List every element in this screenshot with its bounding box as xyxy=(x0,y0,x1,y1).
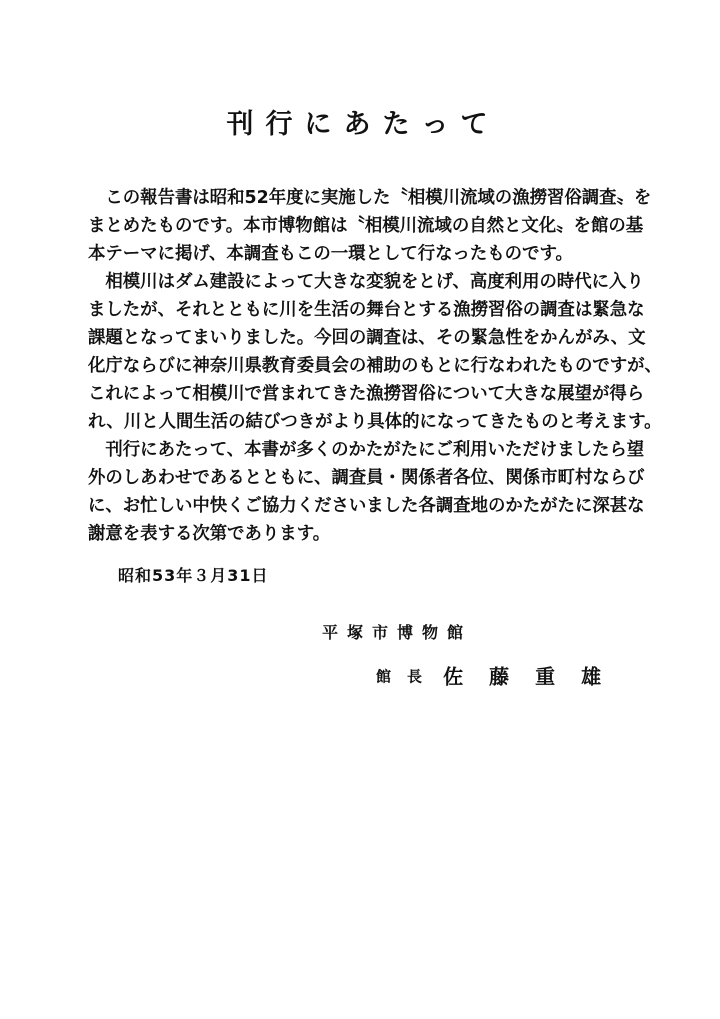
body-line: 刊行にあたって、本書が多くのかたがたにご利用いただけましたら望 xyxy=(88,440,645,460)
signer-role: 館長 xyxy=(376,667,439,686)
body-line: に、お忙しい中快くご協力くださいました各調査地のかたがたに深甚な xyxy=(88,496,645,516)
page-title: 刊行にあたって xyxy=(226,109,500,140)
body-line: 本テーマに掲げ、本調査もこの一環として行なったものです。 xyxy=(88,244,573,264)
body-line: 外のしあわせであるとともに、調査員・関係者各位、関係市町村ならび xyxy=(88,468,645,488)
body-line: まとめたものです。本市博物館は〝相模川流域の自然と文化〟を館の基 xyxy=(88,216,644,236)
body-line: 謝意を表する次第であります。 xyxy=(88,524,331,544)
body-line: これによって相模川で営まれてきた漁撈習俗について大きな展望が得ら xyxy=(88,384,645,404)
body-line: れ、川と人間生活の結びつきがより具体的になってきたものと考えます。 xyxy=(88,412,662,432)
signature-block xyxy=(376,660,627,693)
organization-name: 平塚市博物館 xyxy=(322,623,473,642)
publication-date: 昭和53年３月31日 xyxy=(118,566,269,585)
body-line: ましたが、それとともに川を生活の舞台とする漁撈習俗の調査は緊急な xyxy=(88,300,645,320)
body-text xyxy=(88,184,662,548)
signer-name: 佐藤重雄 xyxy=(443,664,628,689)
body-line: 相模川はダム建設によって大きな変貌をとげ、高度利用の時代に入り xyxy=(88,272,644,292)
body-line: 課題となってまいりました。今回の調査は、その緊急性をかんがみ、文 xyxy=(88,328,646,348)
body-line: 化庁ならびに神奈川県教育委員会の補助のもとに行なわれたものですが、 xyxy=(88,356,662,376)
body-line: この報告書は昭和52年度に実施した〝相模川流域の漁撈習俗調査〟を xyxy=(88,188,652,208)
